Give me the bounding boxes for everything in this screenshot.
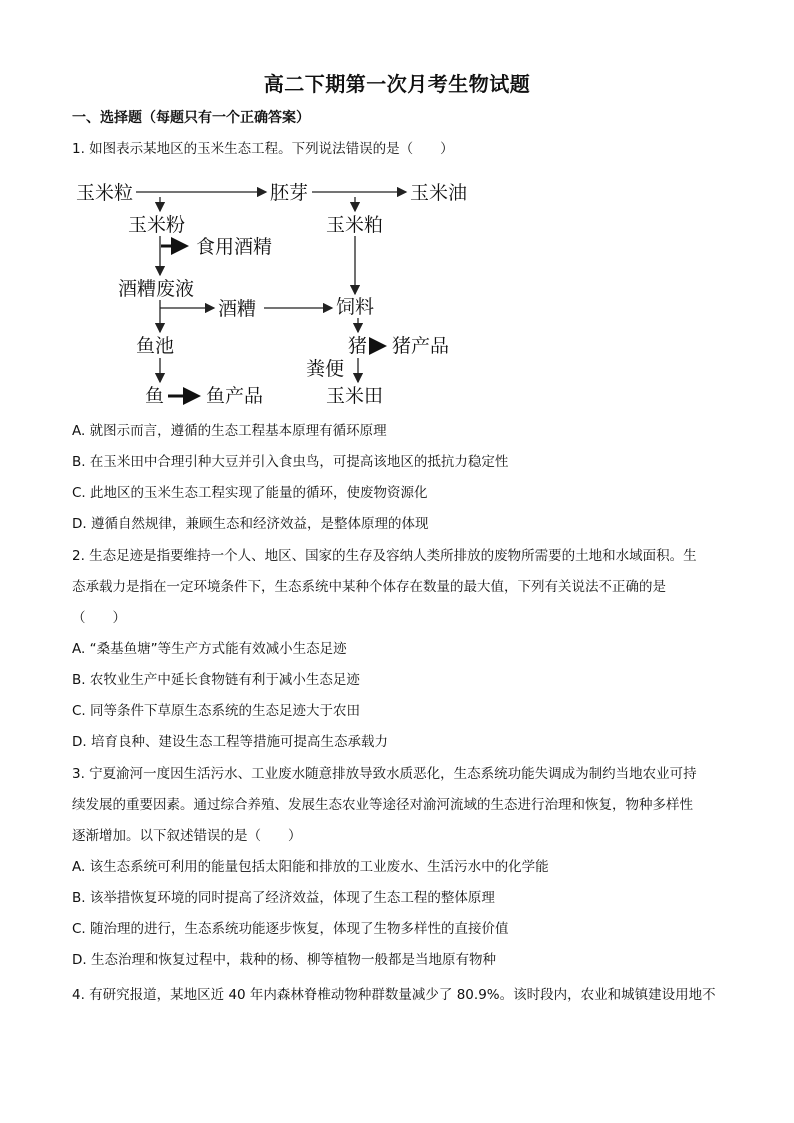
node-edible-alcohol: 食用酒精 [196, 236, 273, 258]
node-fish-pond: 鱼池 [136, 335, 175, 357]
question-2-stem-line3: （ ） [72, 610, 126, 626]
question-2-stem-line2: 态承载力是指在一定环境条件下，生态系统中某种个体存在数量的最大值，下列有关说法不正确的是 [72, 579, 666, 595]
node-feed: 饲料 [336, 296, 375, 318]
question-1-stem: 1. 如图表示某地区的玉米生态工程。下列说法错误的是（ ） [72, 141, 454, 157]
q2-option-a[interactable]: A. “桑基鱼塘”等生产方式能有效减小生态足迹 [72, 641, 347, 657]
q1-option-b[interactable]: B. 在玉米田中合理引种大豆并引入食虫鸟，可提高该地区的抵抗力稳定性 [72, 454, 509, 470]
question-2-stem-line1: 2. 生态足迹是指要维持一个人、地区、国家的生存及容纳人类所排放的废物所需要的土地和水域面积。生 [72, 548, 697, 564]
node-fish: 鱼 [145, 385, 165, 407]
q1-option-c[interactable]: C. 此地区的玉米生态工程实现了能量的循环，使废物资源化 [72, 485, 428, 501]
question-3-stem-line1: 3. 宁夏渝河一度因生活污水、工业废水随意排放导致水质恶化，生态系统功能失调成为制约当地农业可持 [72, 766, 697, 782]
question-4-stem-line1: 4. 有研究报道，某地区近 40 年内森林脊椎动物种群数量减少了 80.9%。该时段内，农业和城镇建设用地不 [72, 987, 716, 1003]
node-fish-products: 鱼产品 [206, 385, 264, 407]
q3-option-d[interactable]: D. 生态治理和恢复过程中，栽种的杨、柳等植物一般都是当地原有物种 [72, 952, 496, 968]
node-distillers-waste: 酒糟废液 [118, 278, 195, 300]
q2-option-b[interactable]: B. 农牧业生产中延长食物链有利于减小生态足迹 [72, 672, 360, 688]
node-corn-meal: 玉米粕 [326, 214, 384, 236]
q3-option-a[interactable]: A. 该生态系统可利用的能量包括太阳能和排放的工业废水、生活污水中的化学能 [72, 859, 549, 875]
question-3-stem-line3: 逐渐增加。以下叙述错误的是（ ） [72, 828, 302, 844]
node-pig: 猪 [348, 335, 368, 357]
question-3-stem-line2: 续发展的重要因素。通过综合养殖、发展生态农业等途径对渝河流域的生态进行治理和恢复，物种多样性 [72, 797, 693, 813]
q2-option-c[interactable]: C. 同等条件下草原生态系统的生态足迹大于农田 [72, 703, 361, 719]
section-heading: 一、选择题（每题只有一个正确答案） [72, 110, 310, 126]
node-germ: 胚芽 [270, 182, 309, 204]
node-corn-flour: 玉米粉 [128, 214, 186, 236]
q3-option-b[interactable]: B. 该举措恢复环境的同时提高了经济效益，体现了生态工程的整体原理 [72, 890, 495, 906]
corn-ecosystem-diagram [70, 170, 490, 415]
q2-option-d[interactable]: D. 培育良种、建设生态工程等措施可提高生态承载力 [72, 734, 388, 750]
page-title: 高二下期第一次月考生物试题 [263, 72, 531, 96]
node-distillers-grains: 酒糟 [218, 298, 257, 320]
node-manure: 粪便 [306, 358, 345, 380]
node-corn-oil: 玉米油 [410, 182, 468, 204]
node-corn-field: 玉米田 [326, 385, 384, 407]
q1-option-a[interactable]: A. 就图示而言，遵循的生态工程基本原理有循环原理 [72, 423, 387, 439]
node-pig-products: 猪产品 [392, 335, 450, 357]
q3-option-c[interactable]: C. 随治理的进行，生态系统功能逐步恢复，体现了生物多样性的直接价值 [72, 921, 509, 937]
node-corn-kernel: 玉米粒 [76, 182, 134, 204]
q1-option-d[interactable]: D. 遵循自然规律，兼顾生态和经济效益，是整体原理的体现 [72, 516, 429, 532]
